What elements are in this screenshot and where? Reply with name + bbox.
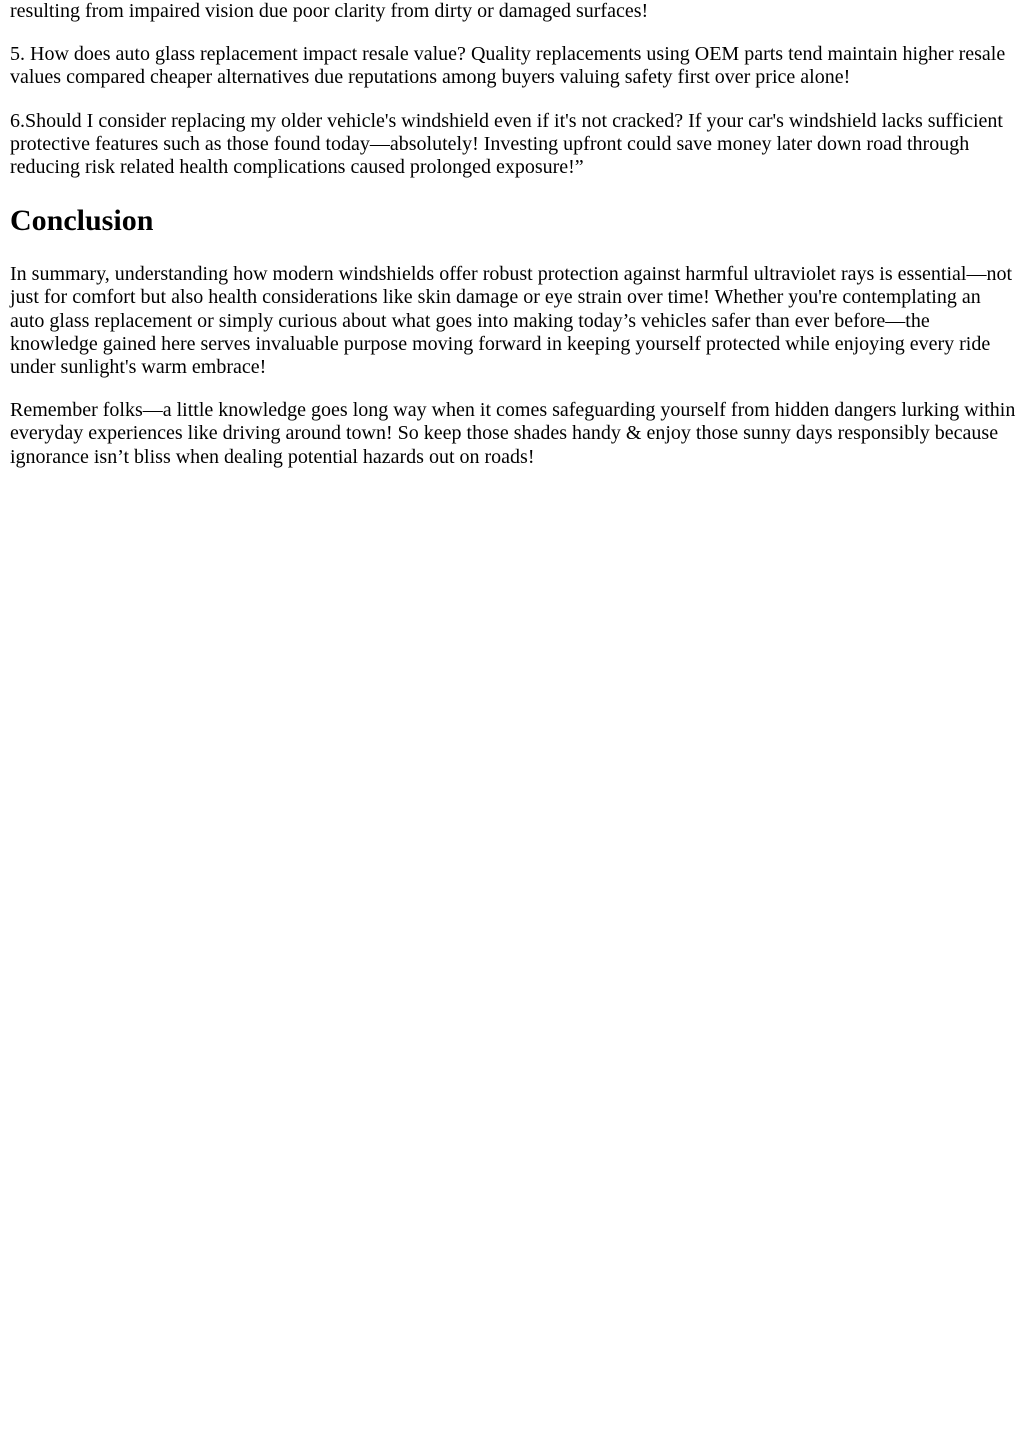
conclusion-paragraph-2: Remember folks—a little knowledge goes long way when it comes safeguarding yourself from hidden dangers lurking within everyday experiences like driving around town! So keep those shades handy & enjoy those sunny days responsibly because ignorance isn’t bliss when dealing potential hazards out on roads! (10, 399, 1016, 468)
intro-fragment-paragraph: resulting from impaired vision due poor clarity from dirty or damaged surfaces! (10, 0, 649, 22)
conclusion-heading: Conclusion (10, 204, 154, 238)
faq-5-paragraph: 5. How does auto glass replacement impact resale value? Quality replacements using OEM parts tend maintain higher resale values compared cheaper alternatives due reputations among buyers valuing safety first over price alone! (10, 43, 1006, 89)
conclusion-paragraph-1: In summary, understanding how modern windshields offer robust protection against harmful ultraviolet rays is essential—not just for comfort but also health considerations like skin damage or eye strain over time! Whether you're contemplating an auto glass replacement or simply curious about what goes into making today’s vehicles safer than ever before—the knowledge gained here serves invaluable purpose moving forward in keeping yourself protected while enjoying every ride under sunlight's warm embrace! (10, 263, 1013, 379)
faq-6-paragraph: 6.Should I consider replacing my older vehicle's windshield even if it's not cracked? If your car's windshield lacks sufficient protective features such as those found today—absolutely! Investing upfront could save money later down road through reducing risk related health complications caused prolonged exposure!” (10, 109, 1003, 179)
article-body (10, 0, 1016, 489)
